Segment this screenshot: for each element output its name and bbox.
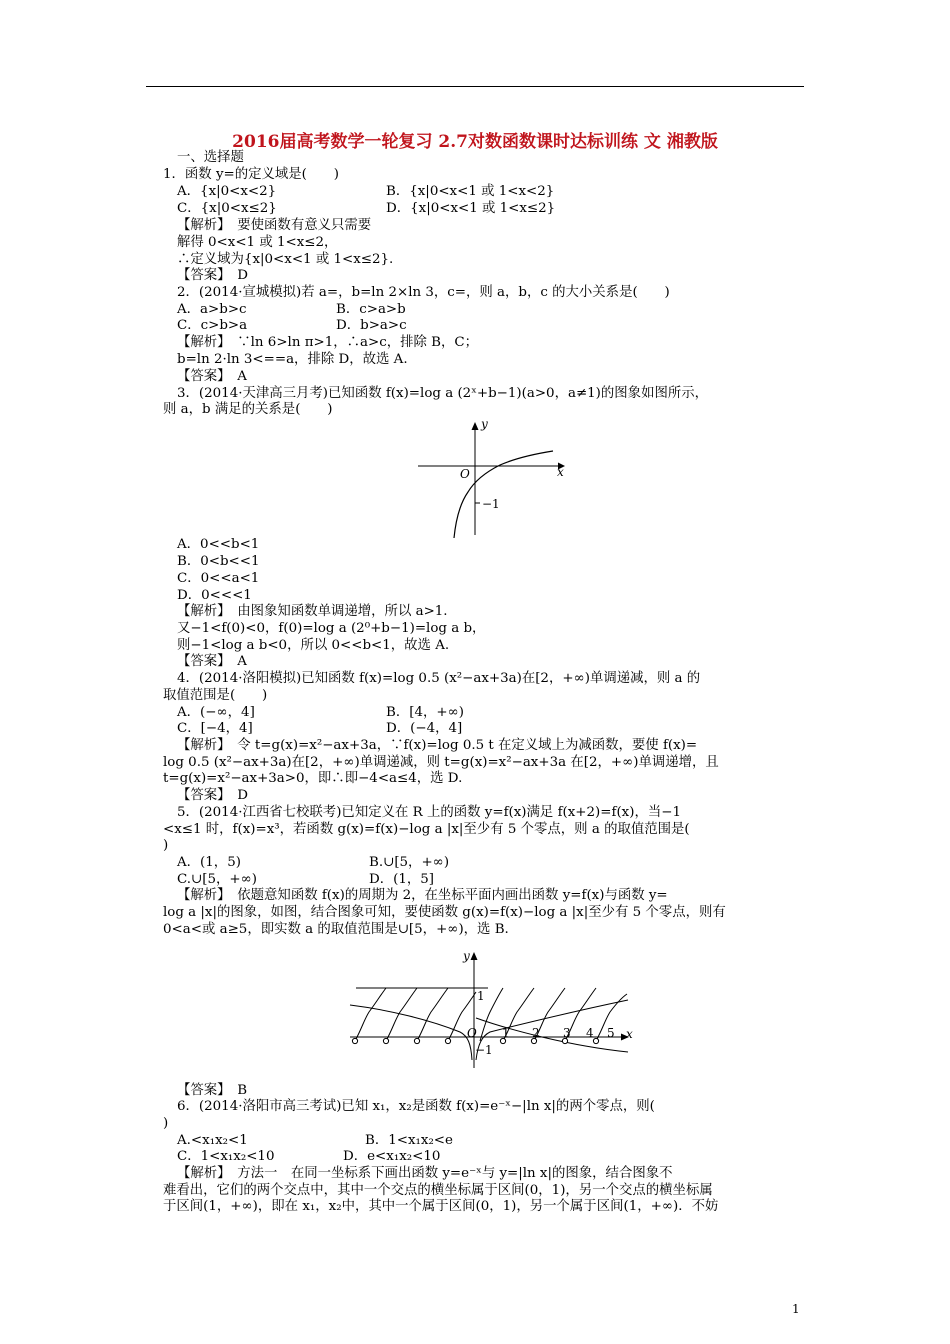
q2-explanation-2: b=ln 2·ln 3<==a，排除 D，故选 A. — [177, 352, 408, 367]
open-point — [593, 1038, 598, 1043]
q4-answer: 【答案】 D — [177, 788, 248, 803]
open-point — [445, 1038, 450, 1043]
tick-2: 2 — [532, 1026, 540, 1040]
label-neg1: −1 — [475, 1043, 493, 1057]
q5-explanation-1: 【解析】 依题意知函数 f(x)的周期为 2，在坐标平面内画出函数 y=f(x)与函数 y= — [177, 888, 668, 903]
q5-option-a: A．(1，5) — [177, 855, 241, 870]
q1-option-a: A．{x|0<x<2} — [177, 184, 277, 199]
q6-explanation-1: 【解析】 方法一 在同一坐标系下画出函数 y=e⁻ˣ与 y=|ln x|的图象，结合图象不 — [177, 1166, 673, 1181]
q3-option-d: D．0<<<1 — [177, 588, 252, 603]
neg1-label: −1 — [482, 497, 500, 511]
question-4-cont: 取值范围是( ) — [163, 688, 268, 703]
page-number: 1 — [792, 1302, 800, 1316]
q2-explanation-1: 【解析】 ∵ln 6>ln π>1，∴a>c，排除 B，C； — [177, 335, 479, 350]
q3-answer: 【答案】 A — [177, 654, 247, 669]
q5-answer: 【答案】 B — [177, 1083, 248, 1098]
q4-option-a: A．(−∞，4] — [177, 705, 255, 720]
q5-explanation-3: 0<a<或 a≥5，即实数 a 的取值范围是∪[5，+∞)，选 B. — [163, 922, 509, 937]
q4-option-c: C．[−4，4] — [177, 721, 253, 736]
document-title: 2016届高考数学一轮复习 2.7对数函数课时达标训练 文 湘教版 — [232, 132, 718, 152]
origin-label: O — [460, 467, 470, 481]
figure-log-graph — [412, 414, 572, 540]
origin-label: O — [467, 1026, 477, 1040]
q4-option-b: B．[4，+∞) — [386, 705, 464, 720]
q3-explanation-2: 又−1<f(0)<0，f(0)=log a (2⁰+b−1)=log a b， — [177, 621, 486, 636]
y-axis-arrow — [472, 422, 479, 430]
q6-option-d: D．e<x₁x₂<10 — [343, 1149, 441, 1164]
q5-explanation-2: log a |x|的图象，如图，结合图象可知，要使函数 g(x)=f(x)−log a |x|至少有 5 个零点，则有 — [163, 905, 726, 920]
q3-option-a: A．0<<b<1 — [177, 537, 260, 552]
q5-option-d: D．(1，5] — [369, 872, 435, 887]
tick-5: 5 — [607, 1026, 615, 1040]
log-curve — [454, 451, 553, 538]
y-label: y — [463, 949, 470, 963]
question-4: 4．(2014·洛阳模拟)已知函数 f(x)=log 0.5 (x²−ax+3a)在[2，+∞)单调递减，则 a 的 — [177, 671, 701, 686]
question-5: 5．(2014·江西省七校联考)已知定义在 R 上的函数 y=f(x)满足 f(x+2)=f(x)，当−1 — [177, 805, 681, 820]
q1-option-c: C．{x|0<x≤2} — [177, 201, 277, 216]
header-rule — [146, 86, 804, 87]
q4-option-d: D．(−4，4] — [386, 721, 463, 736]
q5-option-b: B.∪[5，+∞) — [369, 855, 450, 870]
q3-explanation-1: 【解析】 由图象知函数单调递增，所以 a>1. — [177, 604, 448, 619]
question-3: 3．(2014·天津高三月考)已知函数 f(x)=log a (2ˣ+b−1)(a>0，a≠1)的图象如图所示， — [177, 386, 709, 401]
q1-explanation-3: ∴定义域为{x|0<x<1 或 1<x≤2}. — [177, 252, 394, 267]
open-point — [414, 1038, 419, 1043]
question-2: 2．(2014·宣城模拟)若 a=，b=ln 2×ln 3，c=，则 a，b，c 的大小关系是( ) — [177, 285, 670, 300]
question-3-cont: 则 a，b 满足的关系是( ) — [163, 402, 333, 417]
q2-option-c: C．c>b>a — [177, 318, 248, 333]
x-label: x — [557, 465, 564, 479]
tick-4: 4 — [586, 1026, 594, 1040]
question-5-cont2: ) — [163, 838, 169, 853]
q6-option-c: C．1<x₁x₂<10 — [177, 1149, 275, 1164]
question-6-cont: ) — [163, 1116, 169, 1131]
q3-explanation-3: 则−1<log a b<0，所以 0<<b<1，故选 A. — [177, 638, 450, 653]
q6-option-a: A.<x₁x₂<1 — [177, 1133, 248, 1148]
label-1: 1 — [477, 989, 485, 1003]
q2-option-d: D．b>a>c — [336, 318, 407, 333]
q6-explanation-2: 难看出，它们的两个交点中，其中一个交点的横坐标属于区间(0，1)，另一个交点的横坐标属 — [163, 1183, 713, 1198]
q6-option-b: B．1<x₁x₂<e — [365, 1133, 453, 1148]
q1-explanation-1: 【解析】 要使函数有意义只需要 — [177, 218, 372, 233]
q4-explanation-3: t=g(x)=x²−ax+3a>0，即∴即−4<a≤4，选 D. — [163, 771, 463, 786]
q2-option-b: B．c>a>b — [336, 302, 406, 317]
q3-option-c: C．0<<a<1 — [177, 571, 260, 586]
tick-1: 1 — [502, 1026, 510, 1040]
q5-option-c: C.∪[5，+∞) — [177, 872, 257, 887]
q1-option-b: B．{x|0<x<1 或 1<x<2} — [386, 184, 555, 199]
curve-log-right — [476, 1000, 628, 1060]
section-heading: 一、选择题 — [177, 150, 244, 165]
question-6: 6．(2014·洛阳市高三考试)已知 x₁，x₂是函数 f(x)=e⁻ˣ−|ln x|的两个零点，则( — [177, 1099, 655, 1114]
q3-option-b: B．0<b<<1 — [177, 554, 260, 569]
q4-explanation-2: log 0.5 (x²−ax+3a)在[2，+∞)单调递减，则 t=g(x)=x²−ax+3a 在[2，+∞)单调递增，且 — [163, 755, 719, 770]
q6-explanation-3: 于区间(1，+∞)，即在 x₁，x₂中，其中一个属于区间(0，1)，另一个属于区间(1，+∞)．不妨 — [163, 1199, 719, 1214]
y-axis-arrow — [471, 952, 478, 960]
q2-option-a: A．a>b>c — [177, 302, 247, 317]
q4-explanation-1: 【解析】 令 t=g(x)=x²−ax+3a，∵f(x)=log 0.5 t 在定义域上为减函数，要使 f(x)= — [177, 738, 698, 753]
question-5-cont: <x≤1 时，f(x)=x³，若函数 g(x)=f(x)−log a |x|至少有 5 个零点，则 a 的取值范围是( — [163, 822, 690, 837]
q2-answer: 【答案】 A — [177, 369, 247, 384]
curve-log-lower — [476, 1018, 628, 1052]
y-label: y — [481, 417, 488, 431]
q1-explanation-2: 解得 0<x<1 或 1<x≤2， — [177, 235, 338, 250]
q1-option-d: D．{x|0<x<1 或 1<x≤2} — [386, 201, 556, 216]
question-1: 1．函数 y=的定义域是( ) — [163, 167, 339, 182]
tick-3: 3 — [563, 1026, 571, 1040]
figure-periodic-graph — [350, 948, 642, 1072]
open-point — [352, 1038, 357, 1043]
x-label: x — [626, 1027, 633, 1041]
open-point — [383, 1038, 388, 1043]
q1-answer: 【答案】 D — [177, 268, 248, 283]
